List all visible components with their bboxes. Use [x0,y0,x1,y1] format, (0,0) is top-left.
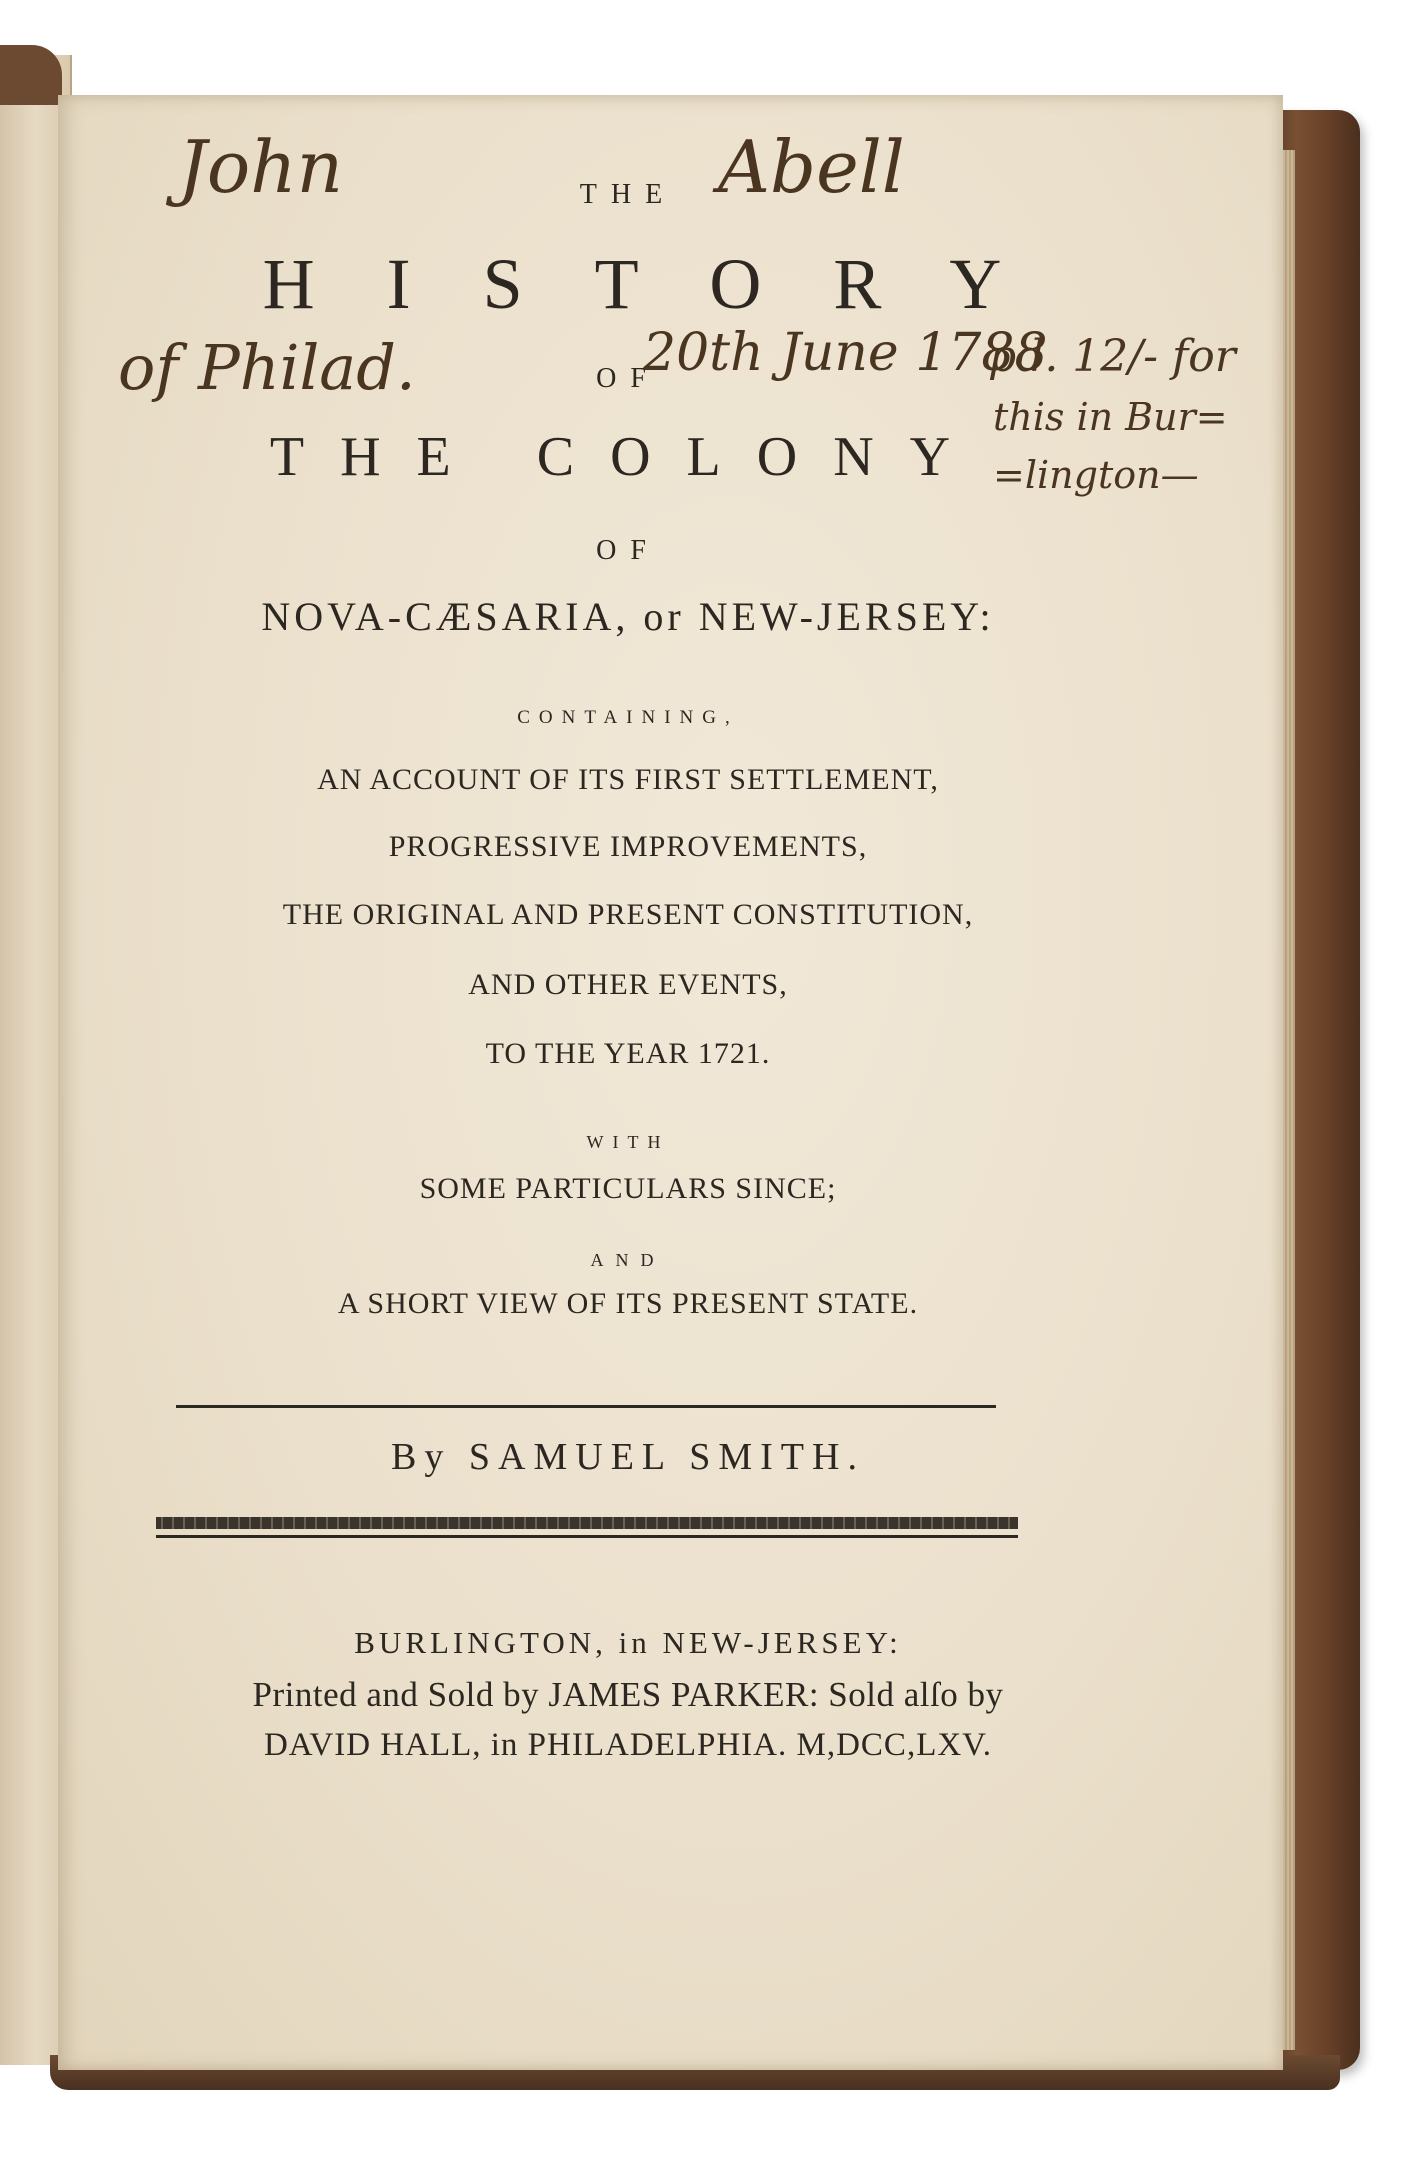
imprint-seller: DAVID HALL, in PHILADELPHIA. M,DCC,LXV. [263,1727,993,1763]
title-of: OF [596,363,660,394]
and-label: AND [590,1250,666,1270]
particulars-line: SOME PARTICULARS SINCE; [419,1172,837,1205]
author-line: By SAMUEL SMITH. [391,1436,865,1478]
title-history: HISTORY [262,244,1074,324]
title-page [58,95,1283,2070]
divider-rule [176,1405,996,1408]
title-colony: THE COLONY [269,426,987,488]
contents-line-4: AND OTHER EVENTS, [468,968,788,1001]
inscription-first-name: John [178,125,343,209]
inscription-last-name: Abell [718,125,905,209]
inscription-note-2: =lington— [993,453,1199,497]
with-label: WITH [586,1132,670,1152]
inscription-price: pd. 12/- for [988,331,1236,382]
title-of-2: OF [596,535,660,566]
short-view-line: A SHORT VIEW OF ITS PRESENT STATE. [337,1287,919,1320]
contents-line-5: TO THE YEAR 1721. [485,1037,771,1070]
contents-line-1: AN ACCOUNT OF ITS FIRST SETTLEMENT, [317,763,939,796]
inscription-place: of Philad. [118,331,416,404]
contents-line-2: PROGRESSIVE IMPROVEMENTS, [388,830,868,863]
contents-line-3: THE ORIGINAL AND PRESENT CONSTITUTION, [282,898,974,931]
containing-label: CONTAINING, [517,707,739,728]
inscription-date: 20th June 1788 [643,323,1048,383]
left-clasp [0,45,62,105]
inscription-note-1: this in Bur= [993,395,1228,439]
divider-rule-2 [156,1535,1018,1538]
ornamental-rule [156,1517,1018,1529]
imprint-printer: Printed and Sold by JAMES PARKER: Sold alſo by [252,1675,1004,1714]
imprint-place: BURLINGTON, in NEW-JERSEY: [354,1625,902,1660]
title-the: THE [579,179,677,210]
title-nova-caesaria: NOVA-CÆSARIA, or NEW-JERSEY: [261,594,995,639]
